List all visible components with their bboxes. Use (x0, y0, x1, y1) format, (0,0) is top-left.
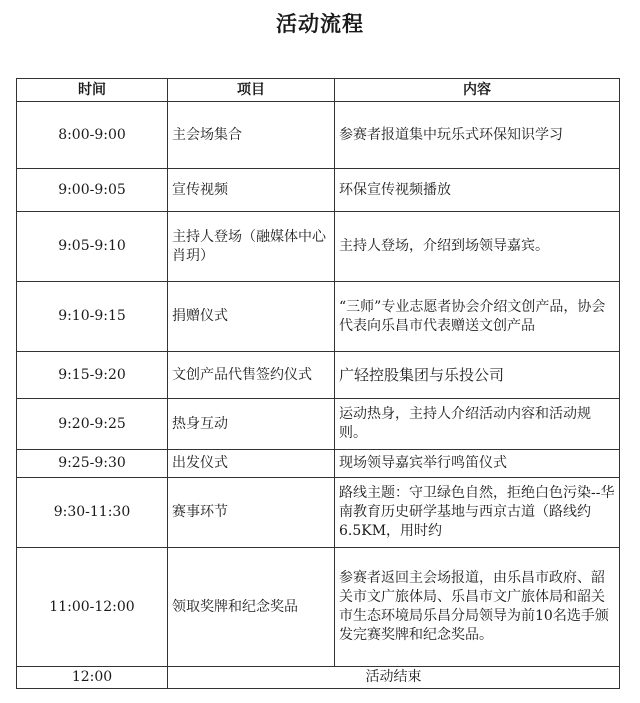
table-row (17, 548, 620, 667)
content-cell: 广轻控股集团与乐投公司 (335, 352, 620, 399)
table-row (17, 282, 620, 352)
time-cell: 9:15-9:20 (17, 352, 168, 399)
table-header-row (17, 79, 620, 102)
item-cell: 主会场集合 (168, 102, 335, 169)
table-row (17, 352, 620, 399)
header-content: 内容 (335, 79, 620, 102)
header-time: 时间 (17, 79, 168, 102)
table-row (17, 169, 620, 212)
page-title: 活动流程 (276, 12, 364, 36)
item-cell: 领取奖牌和纪念奖品 (168, 548, 335, 667)
end-time-cell: 12:00 (17, 667, 168, 689)
item-cell: 热身互动 (168, 399, 335, 450)
schedule-table (16, 78, 620, 689)
time-cell: 9:20-9:25 (17, 399, 168, 450)
content-cell: 环保宣传视频播放 (335, 169, 620, 212)
content-cell: 运动热身，主持人介绍活动内容和活动规则。 (335, 399, 620, 450)
time-cell: 9:10-9:15 (17, 282, 168, 352)
time-cell: 8:00-9:00 (17, 102, 168, 169)
content-cell: 现场领导嘉宾举行鸣笛仪式 (335, 450, 620, 478)
time-cell: 9:25-9:30 (17, 450, 168, 478)
time-cell: 9:00-9:05 (17, 169, 168, 212)
time-cell: 9:30-11:30 (17, 478, 168, 548)
content-cell: 参赛者返回主会场报道，由乐昌市政府、韶关市文广旅体局、乐昌市文广旅体局和韶关市生态环境局乐昌分局领导为前10名选手颁发完赛奖牌和纪念奖品。 (335, 548, 620, 667)
item-cell: 主持人登场（融媒体中心 肖玥） (168, 212, 335, 282)
time-cell: 11:00-12:00 (17, 548, 168, 667)
header-item: 项目 (168, 79, 335, 102)
item-cell: 捐赠仪式 (168, 282, 335, 352)
table-row (17, 399, 620, 450)
table-row (17, 102, 620, 169)
content-cell: 主持人登场，介绍到场领导嘉宾。 (335, 212, 620, 282)
item-cell: 出发仪式 (168, 450, 335, 478)
content-cell: 路线主题：守卫绿色自然，拒绝白色污染--华南教育历史研学基地与西京古道（路线约6.5KM，用时约 (335, 478, 620, 548)
table-row (17, 450, 620, 478)
end-label-cell: 活动结束 (168, 667, 620, 689)
item-cell: 宣传视频 (168, 169, 335, 212)
item-cell: 文创产品代售签约仪式 (168, 352, 335, 399)
table-row (17, 478, 620, 548)
table-end-row (17, 667, 620, 689)
content-cell: “三师”专业志愿者协会介绍文创产品，协会代表向乐昌市代表赠送文创产品 (335, 282, 620, 352)
content-cell: 参赛者报道集中玩乐式环保知识学习 (335, 102, 620, 169)
time-cell: 9:05-9:10 (17, 212, 168, 282)
table-row (17, 212, 620, 282)
item-cell: 赛事环节 (168, 478, 335, 548)
